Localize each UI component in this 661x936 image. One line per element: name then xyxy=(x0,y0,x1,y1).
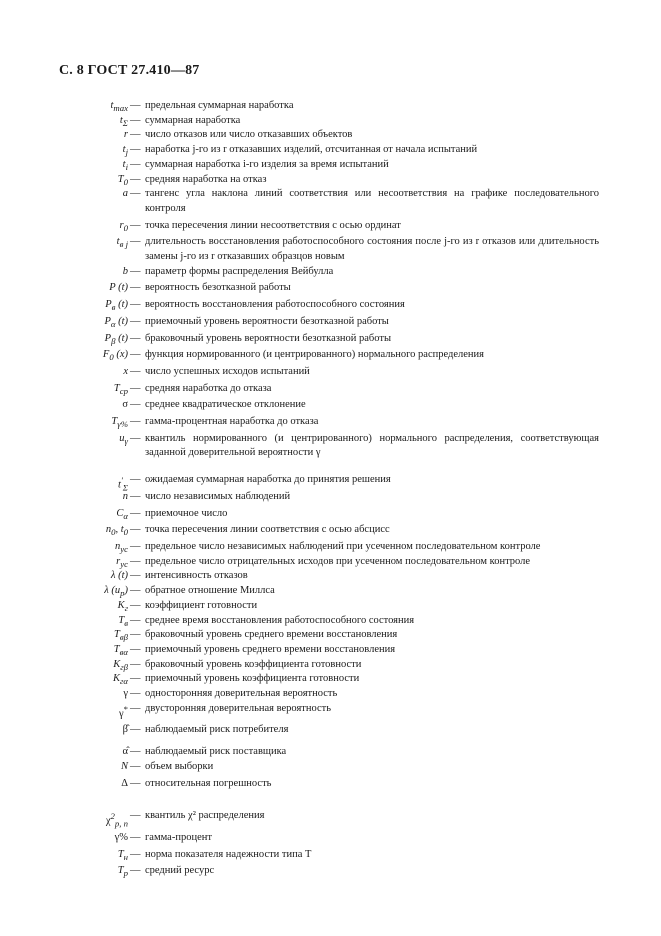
dash: — xyxy=(130,760,141,772)
definition: приемочный уровень среднего времени восстановления xyxy=(145,643,396,655)
definition: среднее квадратическое отклонение xyxy=(145,399,306,411)
dash: — xyxy=(130,865,141,877)
symbol: $P_\alpha$ (t) xyxy=(104,315,128,329)
dash: — xyxy=(130,236,141,248)
dash: — xyxy=(130,399,141,411)
dash: — xyxy=(130,614,141,626)
definition: приемочный уровень коэффициента готовности xyxy=(145,673,360,685)
definition: ожидаемая суммарная наработка до принятия решения xyxy=(145,474,391,486)
list-item xyxy=(0,382,661,397)
dash: — xyxy=(130,777,141,789)
dash: — xyxy=(130,643,141,655)
symbol: $n_0$, $t_0$ xyxy=(105,524,128,538)
definition: функция нормированного (и центрированного) нормального распределения xyxy=(145,349,484,361)
symbol: $t_{в j}$ xyxy=(116,236,128,250)
definition: обратное отношение Миллса xyxy=(145,585,275,597)
symbol: γ% xyxy=(114,831,128,843)
dash: — xyxy=(130,129,141,141)
list-item xyxy=(0,235,661,264)
definition: вероятность восстановления работоспособного состояния xyxy=(145,299,405,311)
dash: — xyxy=(130,332,141,344)
list-item xyxy=(0,219,661,234)
definition: предельная суммарная наработка xyxy=(145,100,294,111)
definition: коэффициент готовности xyxy=(145,599,258,611)
dash: — xyxy=(130,688,141,700)
symbol: $\chi^2_{p, n}$ xyxy=(105,811,128,829)
symbol: $F_0$ (x) xyxy=(102,349,128,363)
dash: — xyxy=(130,114,141,126)
dash: — xyxy=(130,365,141,377)
list-item xyxy=(0,173,661,188)
list-item xyxy=(0,569,661,584)
symbol: γ* xyxy=(118,703,128,720)
dash: — xyxy=(130,100,141,111)
symbol: $u_\gamma$ xyxy=(119,432,128,446)
dash: — xyxy=(130,315,141,327)
list-item xyxy=(0,760,661,775)
symbol: a xyxy=(122,188,128,200)
definition: среднее время восстановления работоспособного состояния xyxy=(145,614,415,626)
symbol: $r_0$ xyxy=(119,219,128,233)
definition: квантиль χ² распределения xyxy=(145,810,265,822)
dash: — xyxy=(130,382,141,394)
list-item xyxy=(0,365,661,380)
symbol: x xyxy=(123,365,128,377)
symbol: $n_{ус}$ xyxy=(114,540,128,555)
list-item xyxy=(0,687,661,702)
dash: — xyxy=(130,848,141,860)
definition: наработка j-го из r отказавших изделий, отсчитанная от начала испытаний xyxy=(145,144,478,156)
definition: гамма-процент xyxy=(145,831,212,843)
definition: число независимых наблюдений xyxy=(145,490,291,502)
dash: — xyxy=(130,282,141,294)
list-item xyxy=(0,831,661,846)
symbol: σ xyxy=(122,399,128,411)
dash: — xyxy=(130,599,141,611)
dash: — xyxy=(130,474,141,486)
list-item xyxy=(0,643,661,658)
dash: — xyxy=(130,299,141,311)
definition: вероятность безотказной работы xyxy=(145,282,291,294)
definition: длительность восстановления работоспособного состояния после j-го из r отказов или длительность замены j-го из r отказавших образцов новым xyxy=(145,236,599,263)
definition: браковочный уровень вероятности безотказной работы xyxy=(145,332,392,344)
dash: — xyxy=(130,540,141,552)
list-item xyxy=(0,490,661,505)
dash: — xyxy=(130,570,141,582)
symbol: $P_\beta$ (t) xyxy=(104,332,128,346)
definition: гамма-процентная наработка до отказа xyxy=(145,416,319,428)
list-item xyxy=(0,745,661,760)
dash: — xyxy=(130,831,141,843)
definition: точка пересечения линии несоответствия с осью ординат xyxy=(145,219,401,231)
symbol: α̂ xyxy=(122,746,128,758)
definition: относительная погрешность xyxy=(145,777,272,789)
list-item xyxy=(0,540,661,555)
list-item xyxy=(0,298,661,313)
notation-list xyxy=(0,99,661,879)
list-item xyxy=(0,523,661,538)
dash: — xyxy=(130,673,141,685)
symbol: r xyxy=(123,129,128,141)
symbol: $K_г$ xyxy=(117,599,128,613)
dash: — xyxy=(130,810,141,822)
dash: — xyxy=(130,158,141,170)
symbol: $C_\alpha$ xyxy=(116,507,128,521)
definition: односторонняя доверительная вероятность xyxy=(145,688,338,700)
definition: браковочный уровень коэффициента готовности xyxy=(145,658,362,670)
symbol: $t_\Sigma$ xyxy=(119,114,128,128)
symbol: $K_{г\alpha}$ xyxy=(112,673,128,687)
dash: — xyxy=(130,490,141,502)
dash: — xyxy=(130,658,141,670)
list-item xyxy=(0,315,661,330)
list-item xyxy=(0,143,661,158)
list-item xyxy=(0,473,661,493)
symbol: $T_{в\beta}$ xyxy=(114,629,128,643)
list-item xyxy=(0,658,661,673)
definition: средний ресурс xyxy=(145,865,215,877)
list-item xyxy=(0,777,661,792)
dash: — xyxy=(130,555,141,567)
dash: — xyxy=(130,265,141,277)
definition: тангенс угла наклона линий соответствия или несоответствия на графике последовательного контроля xyxy=(145,188,599,214)
symbol: γ xyxy=(123,688,128,700)
symbol: N xyxy=(120,760,128,772)
dash: — xyxy=(130,524,141,536)
list-item xyxy=(0,432,661,461)
symbol: $T_р$ xyxy=(117,865,128,879)
list-item xyxy=(0,672,661,687)
symbol: $t_{max}$ xyxy=(110,100,128,114)
symbol: $T_0$ xyxy=(117,173,128,187)
list-item xyxy=(0,507,661,522)
dash: — xyxy=(130,416,141,428)
list-item xyxy=(0,348,661,363)
dash: — xyxy=(130,219,141,231)
list-item xyxy=(0,114,661,129)
list-item xyxy=(0,99,661,114)
list-item xyxy=(0,281,661,296)
symbol: $t'_\Sigma$ xyxy=(118,475,128,493)
symbol: $P_в$ (t) xyxy=(105,299,128,313)
list-item xyxy=(0,265,661,280)
definition: норма показателя надежности типа Т xyxy=(145,848,312,860)
list-item xyxy=(0,415,661,430)
symbol: $r_{ус}$ xyxy=(116,555,128,569)
definition: интенсивность отказов xyxy=(145,570,248,582)
definition: объем выборки xyxy=(145,760,214,772)
symbol: $t_j$ xyxy=(122,144,128,158)
list-item xyxy=(0,187,661,216)
definition: предельное число независимых наблюдений при усеченном последовательном контроле xyxy=(145,540,541,552)
definition: приемочное число xyxy=(145,507,228,519)
definition: наблюдаемый риск потребителя xyxy=(145,724,289,736)
definition: квантиль нормированного (и центрированного) нормального распределения, соответствующая заданной доверительной вероятности γ xyxy=(145,432,599,459)
dash: — xyxy=(130,144,141,156)
symbol: $t_i$ xyxy=(122,158,128,172)
list-item xyxy=(0,848,661,863)
symbol: $K_{г\beta}$ xyxy=(113,658,128,672)
symbol: b xyxy=(122,265,128,277)
dash: — xyxy=(130,629,141,641)
symbol: $T_{в\alpha}$ xyxy=(113,643,128,657)
symbol: n xyxy=(122,490,128,502)
definition: суммарная наработка xyxy=(145,114,241,126)
list-item xyxy=(0,584,661,599)
definition: средняя наработка до отказа xyxy=(145,382,272,394)
list-item xyxy=(0,723,661,738)
list-item xyxy=(0,158,661,173)
dash: — xyxy=(130,746,141,758)
dash: — xyxy=(130,585,141,597)
dash: — xyxy=(130,188,141,200)
definition: приемочный уровень вероятности безотказной работы xyxy=(145,315,389,327)
dash: — xyxy=(130,432,141,444)
list-item xyxy=(0,332,661,347)
symbol: $T_{\gamma\%}$ xyxy=(111,416,128,430)
definition: точка пересечения линии соответствия с осью абсцисс xyxy=(145,524,390,536)
list-item xyxy=(0,398,661,413)
definition: число отказов или число отказавших объектов xyxy=(145,129,353,141)
symbol: $T_{ср}$ xyxy=(113,382,128,396)
list-item xyxy=(0,555,661,570)
list-item xyxy=(0,128,661,143)
definition: средняя наработка на отказ xyxy=(145,173,267,185)
list-item xyxy=(0,599,661,614)
definition: двусторонняя доверительная вероятность xyxy=(145,702,332,714)
symbol: λ (t) xyxy=(110,570,128,582)
definition: наблюдаемый риск поставщика xyxy=(145,746,287,758)
definition: браковочный уровень среднего времени восстановления xyxy=(145,629,398,641)
list-item xyxy=(0,809,661,829)
symbol: λ $(u_p)$ xyxy=(104,585,128,599)
list-item xyxy=(0,628,661,643)
symbol: $T_в$ xyxy=(118,614,128,628)
dash: — xyxy=(130,702,141,714)
dash: — xyxy=(130,349,141,361)
list-item xyxy=(0,614,661,629)
definition: суммарная наработка i-го изделия за время испытаний xyxy=(145,158,389,170)
dash: — xyxy=(130,507,141,519)
definition: число успешных исходов испытаний xyxy=(145,365,310,377)
symbol: Δ xyxy=(121,777,128,789)
symbol: β̂ xyxy=(122,724,128,736)
list-item xyxy=(0,864,661,879)
list-item xyxy=(0,702,661,720)
page-header: С. 8 ГОСТ 27.410—87 xyxy=(59,63,200,78)
dash: — xyxy=(130,724,141,736)
symbol: P (t) xyxy=(109,282,128,294)
definition: предельное число отрицательных исходов при усеченном последовательном контроле xyxy=(145,555,531,567)
definition: параметр формы распределения Вейбулла xyxy=(145,265,334,277)
symbol: $T_н$ xyxy=(117,848,128,862)
dash: — xyxy=(130,173,141,185)
